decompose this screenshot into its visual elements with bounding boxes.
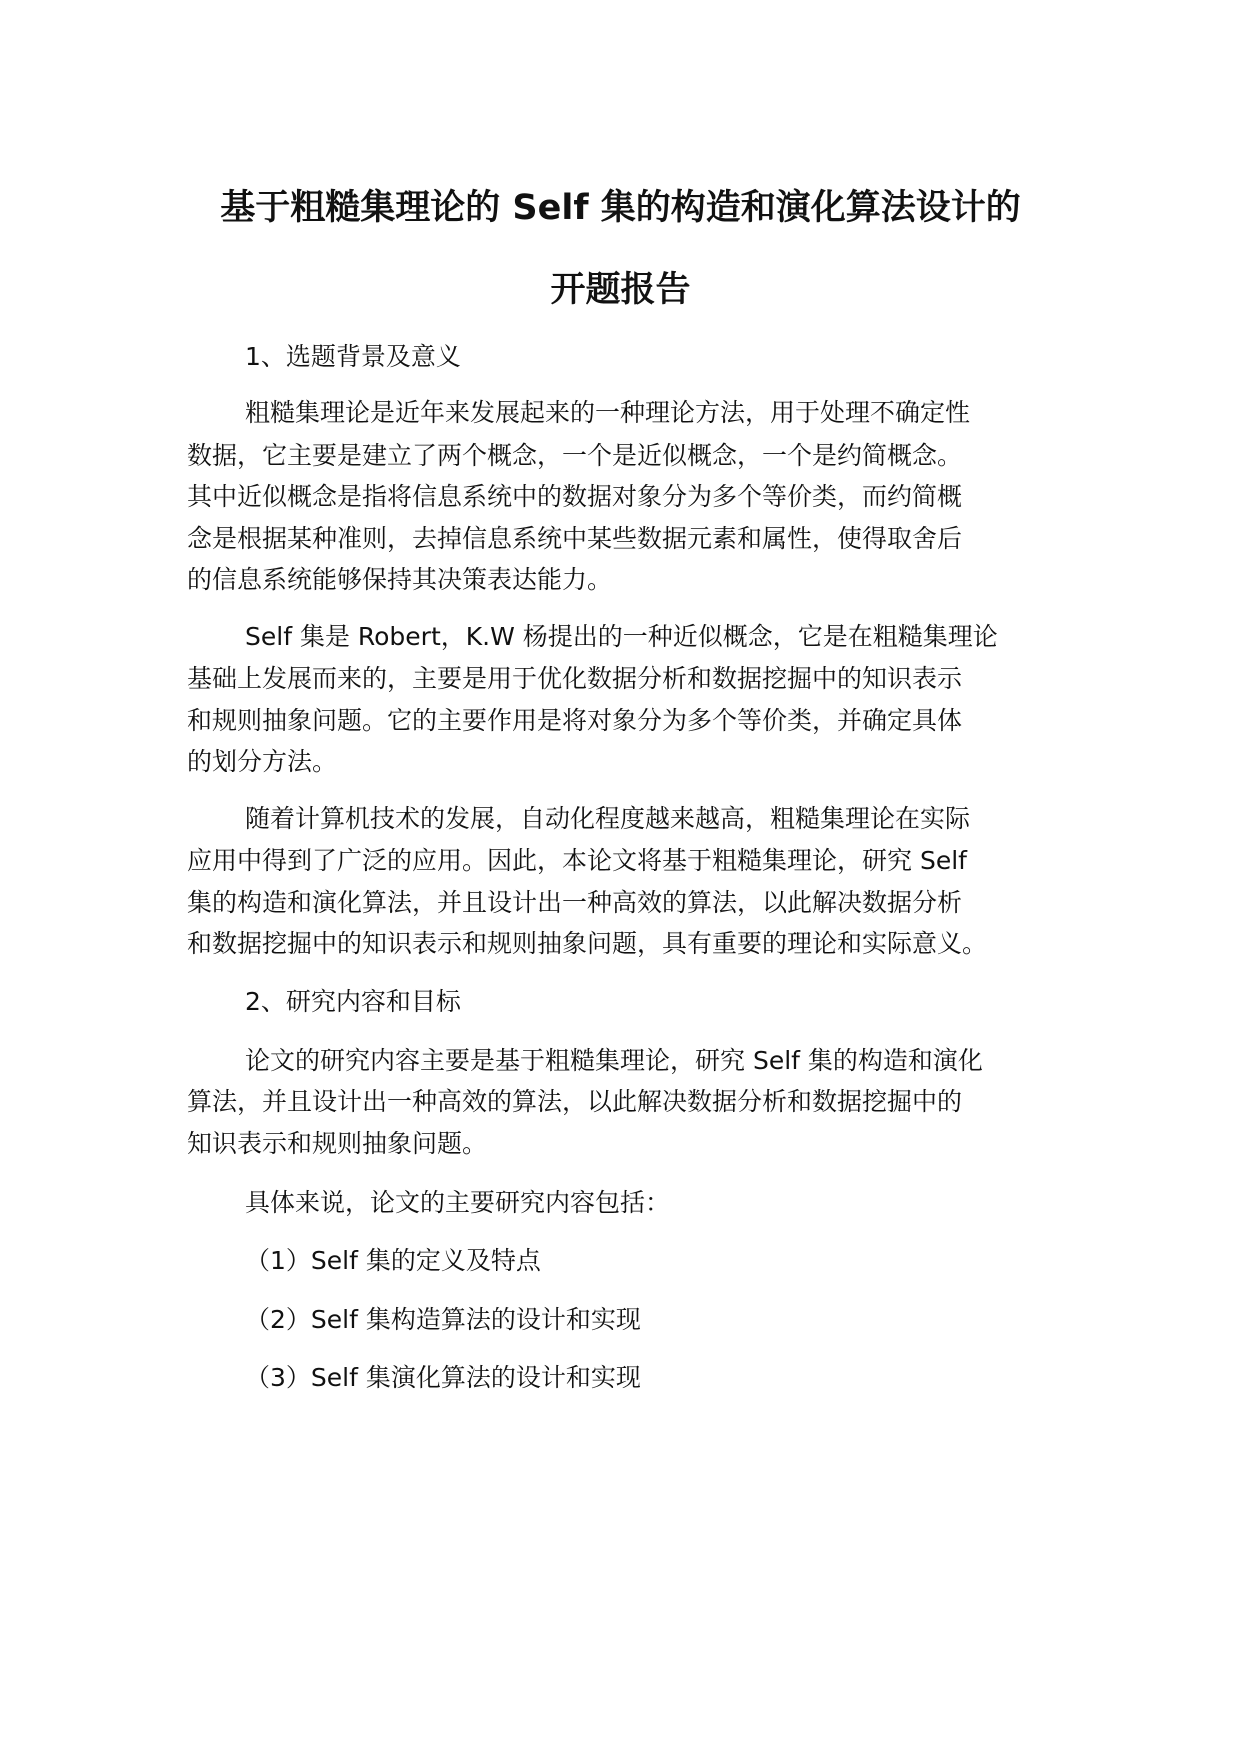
section1-p1-line2: 数据，它主要是建立了两个概念，一个是近似概念，一个是约简概念。 <box>187 441 963 470</box>
list-item-2: （2）Self 集构造算法的设计和实现 <box>245 1305 641 1334</box>
section2-heading: 2、研究内容和目标 <box>245 987 461 1016</box>
section1-p3-line1: 随着计算机技术的发展，自动化程度越来越高，粗糙集理论在实际 <box>245 804 971 833</box>
section2-p1-line1: 论文的研究内容主要是基于粗糙集理论，研究 Self 集的构造和演化 <box>245 1046 983 1075</box>
section1-p1-line5: 的信息系统能够保持其决策表达能力。 <box>187 565 613 594</box>
section2-p1-line2: 算法，并且设计出一种高效的算法，以此解决数据分析和数据挖掘中的 <box>187 1087 963 1116</box>
section1-p2-line3: 和规则抽象问题。它的主要作用是将对象分为多个等价类，并确定具体 <box>187 706 963 735</box>
section1-p1-line3: 其中近似概念是指将信息系统中的数据对象分为多个等价类，而约简概 <box>187 482 963 511</box>
section1-p1-line4: 念是根据某种准则，去掉信息系统中某些数据元素和属性，使得取舍后 <box>187 524 963 553</box>
section1-p2-line2: 基础上发展而来的，主要是用于优化数据分析和数据挖掘中的知识表示 <box>187 664 963 693</box>
list-item-3: （3）Self 集演化算法的设计和实现 <box>245 1363 641 1392</box>
section1-p3-line3: 集的构造和演化算法，并且设计出一种高效的算法，以此解决数据分析 <box>187 888 963 917</box>
section1-p3-line2: 应用中得到了广泛的应用。因此，本论文将基于粗糙集理论，研究 Self <box>187 846 967 875</box>
section2-p2: 具体来说，论文的主要研究内容包括： <box>245 1188 671 1217</box>
list-item-1: （1）Self 集的定义及特点 <box>245 1246 541 1275</box>
section1-p2-line4: 的划分方法。 <box>187 747 338 776</box>
section1-heading: 1、选题背景及意义 <box>245 342 461 371</box>
title-line-1: 基于粗糙集理论的 Self 集的构造和演化算法设计的 <box>220 188 1021 228</box>
section1-p2-line1: Self 集是 Robert，K.W 杨提出的一种近似概念，它是在粗糙集理论 <box>245 622 998 651</box>
section1-p1-line1: 粗糙集理论是近年来发展起来的一种理论方法，用于处理不确定性 <box>245 398 971 427</box>
section1-p3-line4: 和数据挖掘中的知识表示和规则抽象问题，具有重要的理论和实际意义。 <box>187 929 988 958</box>
title-line-2: 开题报告 <box>550 270 691 310</box>
section2-p1-line3: 知识表示和规则抽象问题。 <box>187 1129 488 1158</box>
